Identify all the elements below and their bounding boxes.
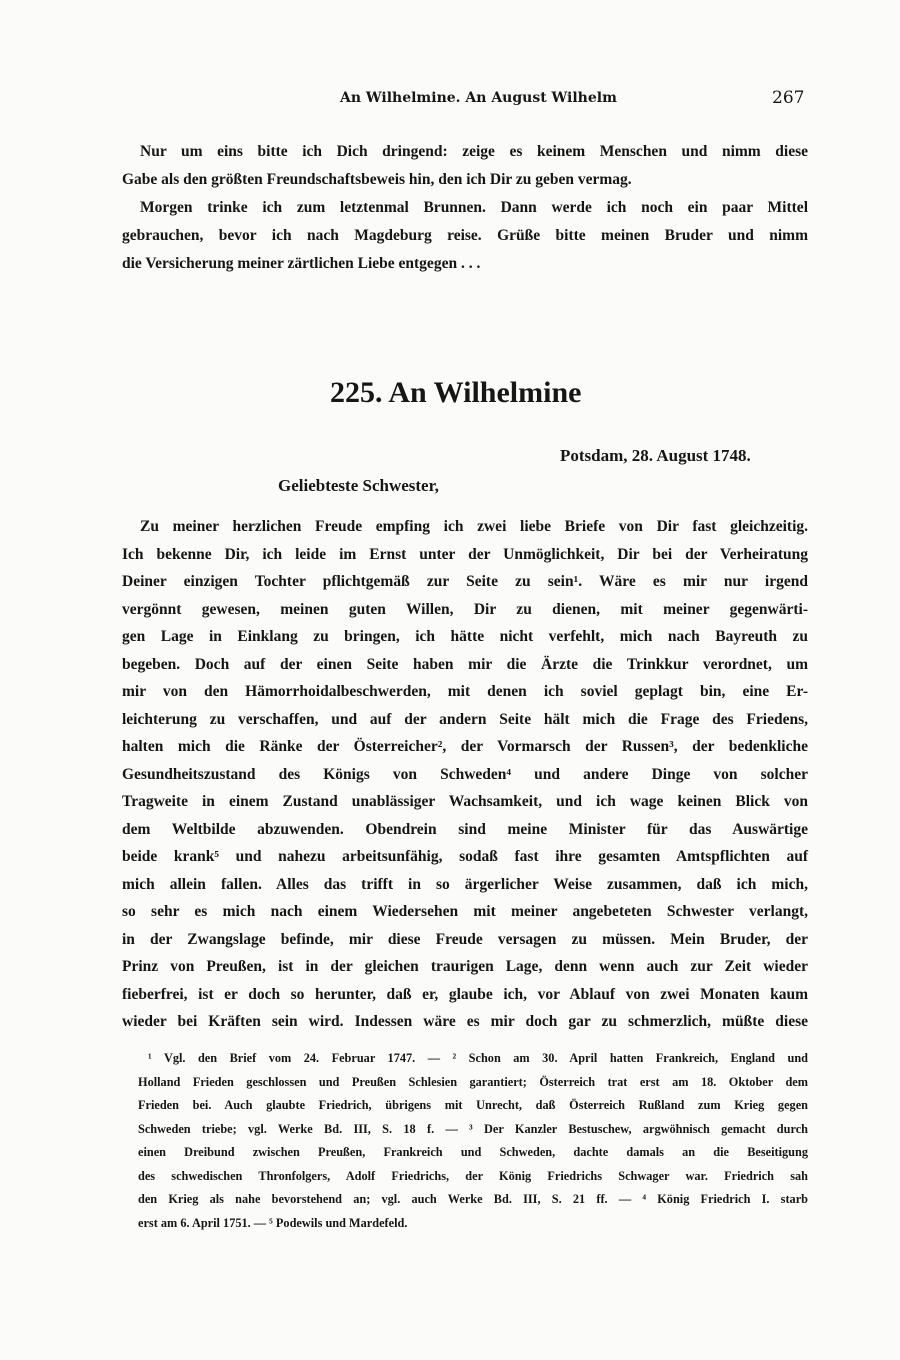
text-line: so sehr es mich nach einem Wiedersehen mit meiner angebeteten Schwester verlangt, (122, 903, 808, 920)
text-line: mir von den Hämorrhoidalbeschwerden, mit denen ich soviel geplagt bin, eine Er- (122, 683, 808, 700)
text-line: mich allein fallen. Alles das trifft in so ärgerlicher Weise zusammen, daß ich mich, (122, 875, 808, 893)
text-line: Gesundheitszustand des Königs von Schweden⁴ und andere Dinge von solcher (122, 765, 808, 783)
letter-title: 225. An Wilhelmine (330, 376, 582, 409)
text-line: Morgen trinke ich zum letztenmal Brunnen. Dann werde ich noch ein paar Mittel (140, 199, 808, 216)
text-line: Tragweite in einem Zustand unablässiger Wachsamkeit, und ich wage keinen Blick von (122, 793, 808, 810)
text-line: fieberfrei, ist er doch so herunter, daß er, glaube ich, vor Ablauf von zwei Monaten kaum (122, 985, 808, 1003)
footnote-line: erst am 6. April 1751. — ⁵ Podewils und Mardefeld. (138, 1215, 408, 1230)
footnote-line: Holland Frieden geschlossen und Preußen Schlesien garantiert; Österreich trat erst am 18. Oktober dem (138, 1074, 808, 1089)
footnote-line: den Krieg als nahe bevorstehend an; vgl. auch Werke Bd. III, S. 21 ff. — ⁴ König Friedrich I. starb (138, 1192, 808, 1206)
page-number: 267 (772, 88, 805, 108)
text-line: vergönnt gewesen, meinen guten Willen, Dir zu dienen, mit meiner gegenwärti- (122, 600, 808, 618)
text-line: die Versicherung meiner zärtlichen Liebe entgegen . . . (122, 255, 481, 272)
footnote-line: des schwedischen Thronfolgers, Adolf Friedrichs, der König Friedrichs Schwager war. Friedrich sah (138, 1168, 808, 1183)
text-line: Nur um eins bitte ich Dich dringend: zeige es keinem Menschen und nimm diese (140, 143, 808, 160)
salutation: Geliebteste Schwester, (278, 476, 439, 495)
text-line: Deiner einzigen Tochter pflichtgemäß zur Seite zu sein¹. Wäre es mir nur irgend (122, 573, 808, 590)
footnote-line: Frieden bei. Auch glaubte Friedrich, übrigens mit Unrecht, daß Österreich Rußland zum Krieg gegen (138, 1098, 808, 1112)
text-line: Ich bekenne Dir, ich leide im Ernst unter der Unmöglichkeit, Dir bei der Verheiratung (122, 545, 808, 563)
text-line: wieder bei Kräften sein wird. Indessen wäre es mir doch gar zu schmerzlich, müßte diese (122, 1013, 808, 1030)
text-line: beide krank⁵ und nahezu arbeitsunfähig, sodaß fast ihre gesamten Amtspflichten auf (122, 848, 808, 865)
place-date: Potsdam, 28. August 1748. (560, 446, 751, 465)
footnote-line: ¹ Vgl. den Brief vom 24. Februar 1747. — ² Schon am 30. April hatten Frankreich, England und (148, 1051, 808, 1065)
text-line: Gabe als den größten Freundschaftsbeweis hin, den ich Dir zu geben vermag. (122, 171, 632, 188)
text-line: gen Lage in Einklang zu bringen, ich hätte nicht verfehlt, mich nach Bayreuth zu (122, 628, 808, 645)
text-line: begeben. Doch auf der einen Seite haben mir die Ärzte die Trinkkur verordnet, um (122, 655, 808, 673)
text-line: in der Zwangslage befinde, mir diese Freude versagen zu müssen. Mein Bruder, der (122, 930, 808, 948)
text-line: dem Weltbilde abzuwenden. Obendrein sind meine Minister für das Auswärtige (122, 820, 808, 838)
text-line: leichterung zu verschaffen, und auf der andern Seite hält mich die Frage des Friedens, (122, 710, 808, 728)
footnote-line: einen Dreibund zwischen Preußen, Frankreich und Schweden, dachte damals an die Beseitigung (138, 1145, 808, 1159)
text-line: gebrauchen, bevor ich nach Magdeburg reise. Grüße bitte meinen Bruder und nimm (122, 227, 808, 244)
text-line: halten mich die Ränke der Österreicher², der Vormarsch der Russen³, der bedenkliche (122, 738, 808, 755)
text-line: Zu meiner herzlichen Freude empfing ich zwei liebe Briefe von Dir fast gleichzeitig. (140, 518, 808, 535)
footnote-line: Schweden triebe; vgl. Werke Bd. III, S. 18 f. — ³ Der Kanzler Bestuschew, argwöhnisch gemacht durch (138, 1121, 808, 1136)
text-line: Prinz von Preußen, ist in der gleichen traurigen Lage, denn wenn auch zur Zeit wieder (122, 958, 808, 975)
running-head: An Wilhelmine. An August Wilhelm (340, 90, 617, 106)
